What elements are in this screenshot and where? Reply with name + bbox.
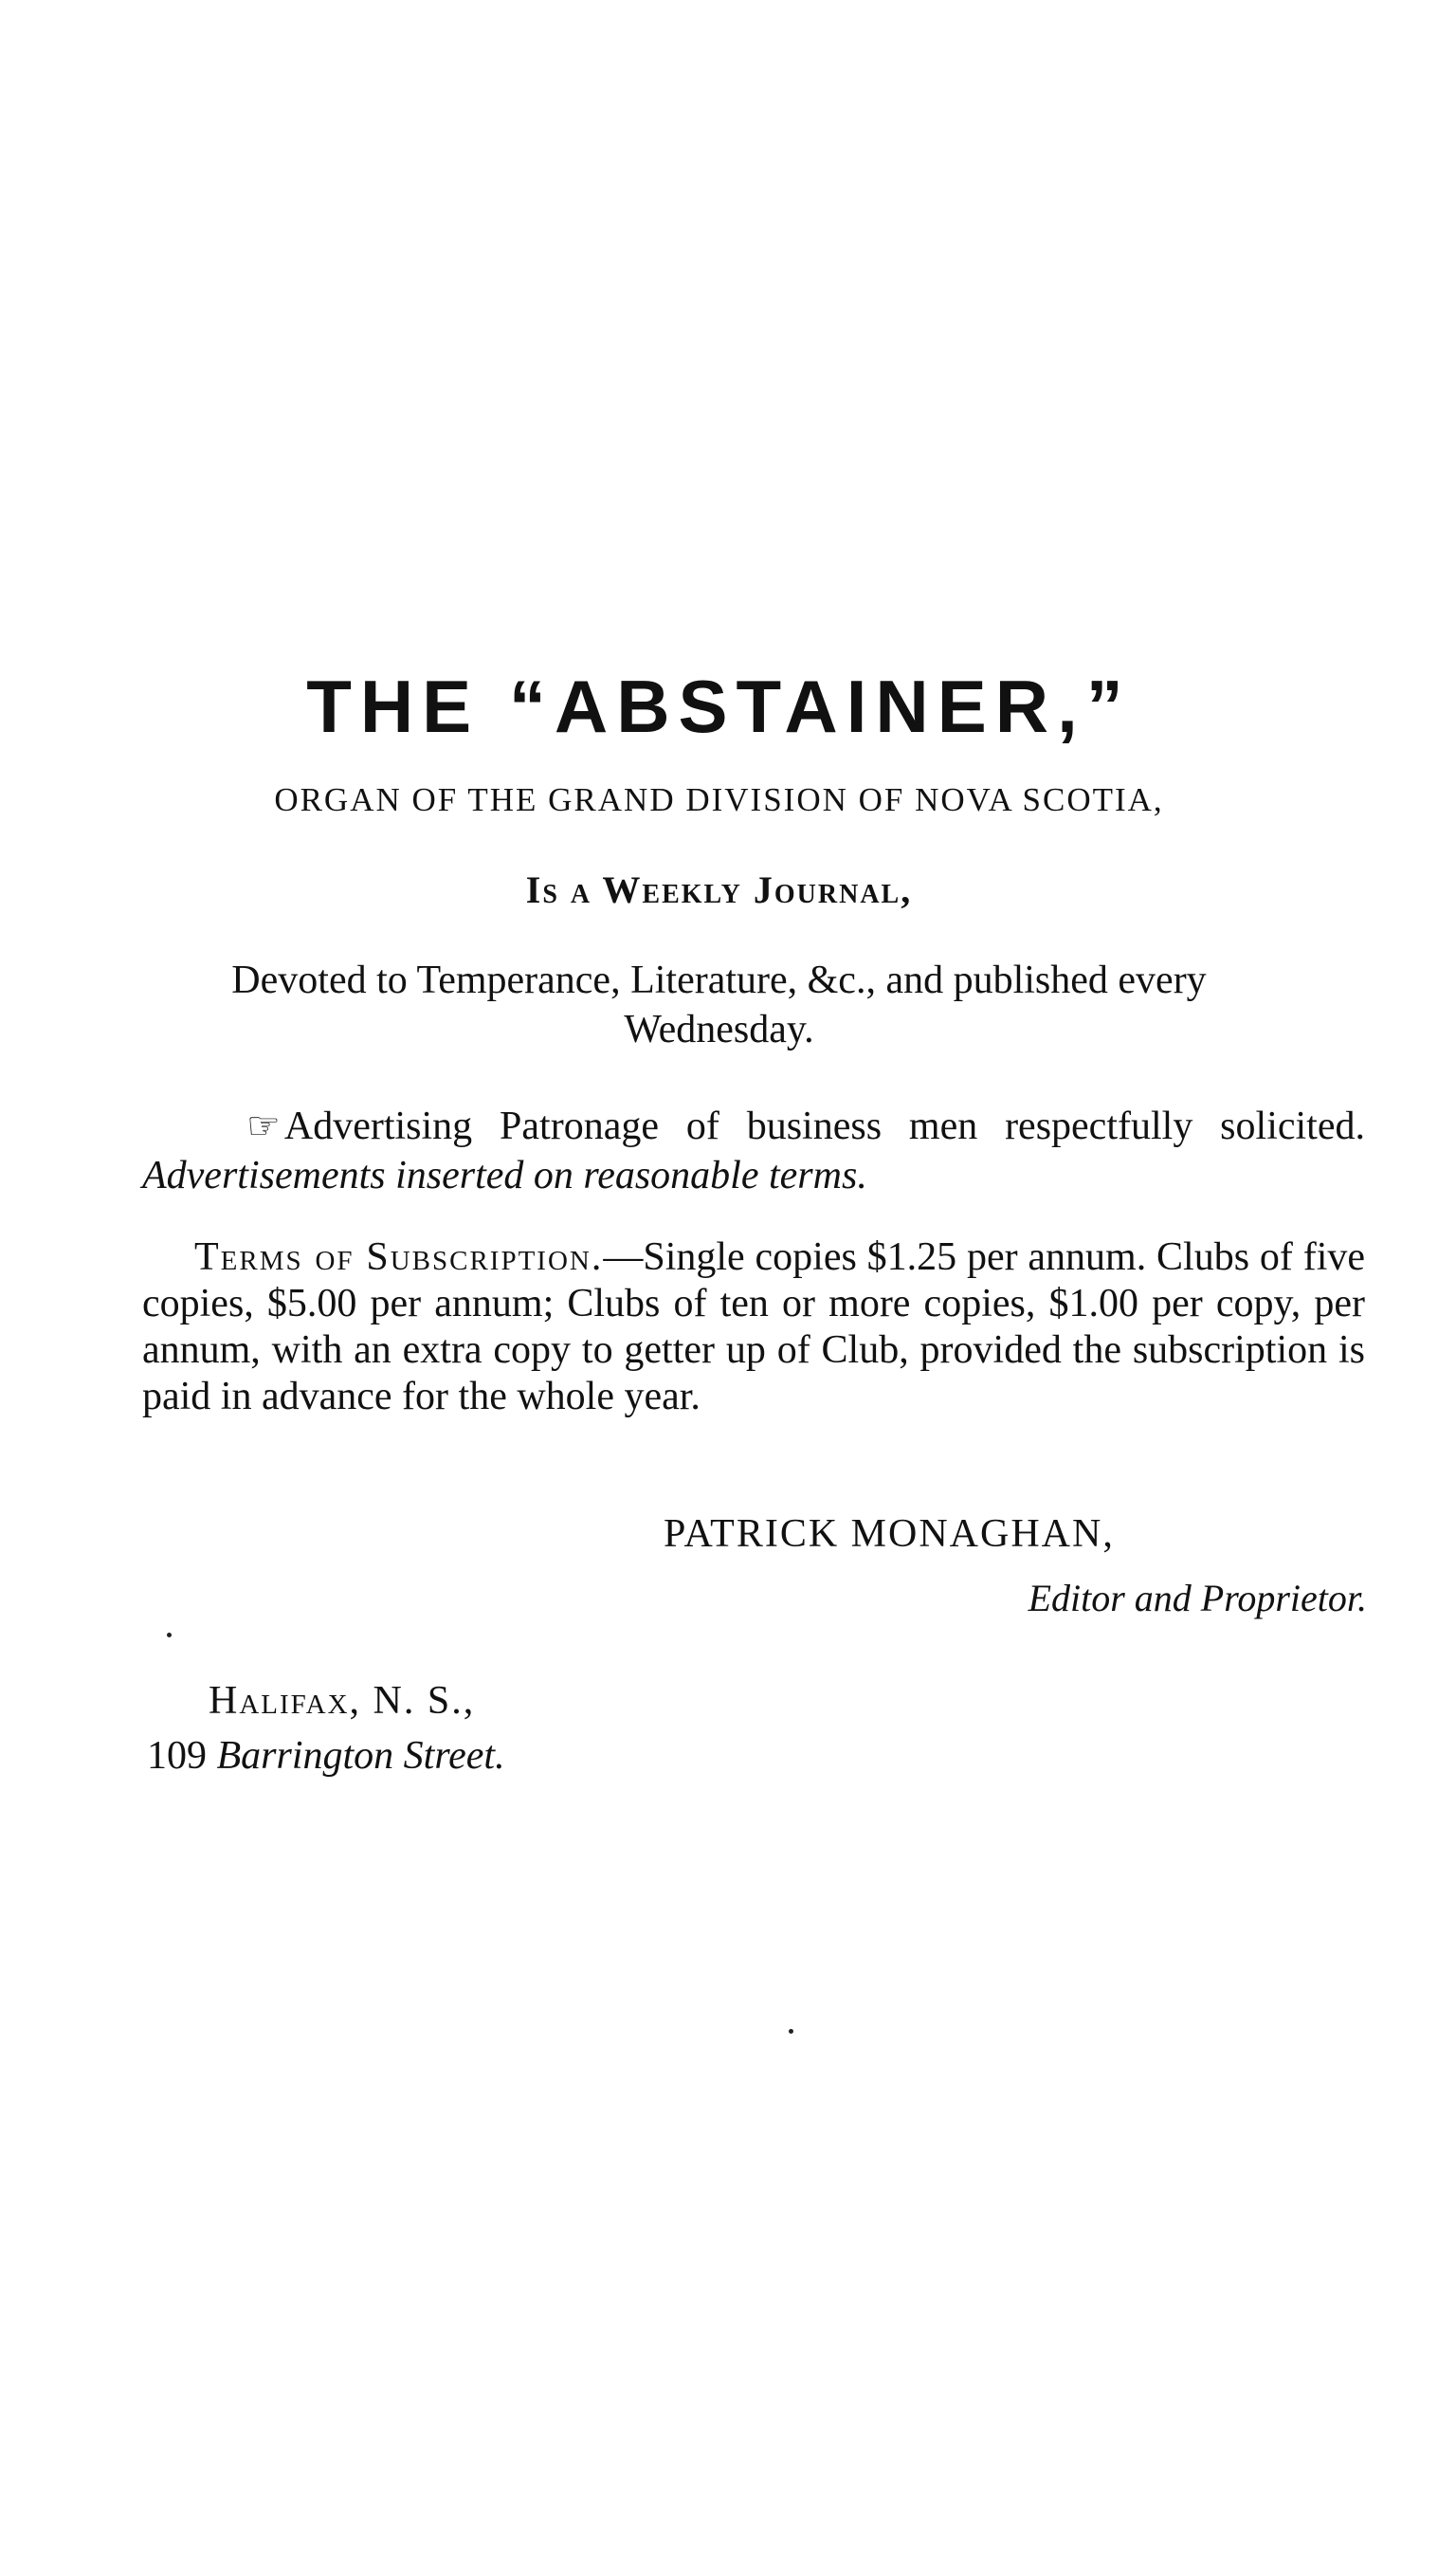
weekly-journal-heading: Is a Weekly Journal, [525, 868, 913, 911]
print-speck [789, 2029, 793, 2034]
advertising-paragraph [142, 1102, 1365, 1200]
print-speck [167, 1633, 172, 1637]
journal-title: THE “ABSTAINER,” [306, 665, 1132, 748]
address-street-line [147, 1733, 505, 1779]
devoted-description: Devoted to Temperance, Literature, &c., and published every Wednesday. [231, 959, 1207, 1051]
terms-label: Terms of Subscription. [194, 1235, 604, 1279]
terms-text: —Single copies $1.25 per annum. Clubs of five copies, $5.00 per annum; Clubs of ten or more copies, $1.00 per copy, per annum, with an extra copy to getter up of Club, provided the subscription is paid in advance for the whole year. [142, 1235, 1366, 1418]
signature-role: Editor and Proprietor. [1028, 1577, 1367, 1619]
organ-subtitle: ORGAN OF THE GRAND DIVISION OF NOVA SCOTIA, [274, 781, 1164, 818]
signature-name: PATRICK MONAGHAN, [664, 1512, 1115, 1556]
street-number: 109 [147, 1734, 207, 1778]
terms-paragraph [142, 1234, 1365, 1420]
address-city: Halifax, N. S., [209, 1679, 476, 1723]
advertising-terms-italic: Advertisements inserted on reasonable terms. [142, 1154, 867, 1197]
street-name: Barrington Street. [216, 1734, 505, 1778]
advertising-text: Advertising Patronage of business men respectfully solicited. [283, 1105, 1365, 1148]
pointing-hand-icon: ☞ [246, 1105, 281, 1147]
